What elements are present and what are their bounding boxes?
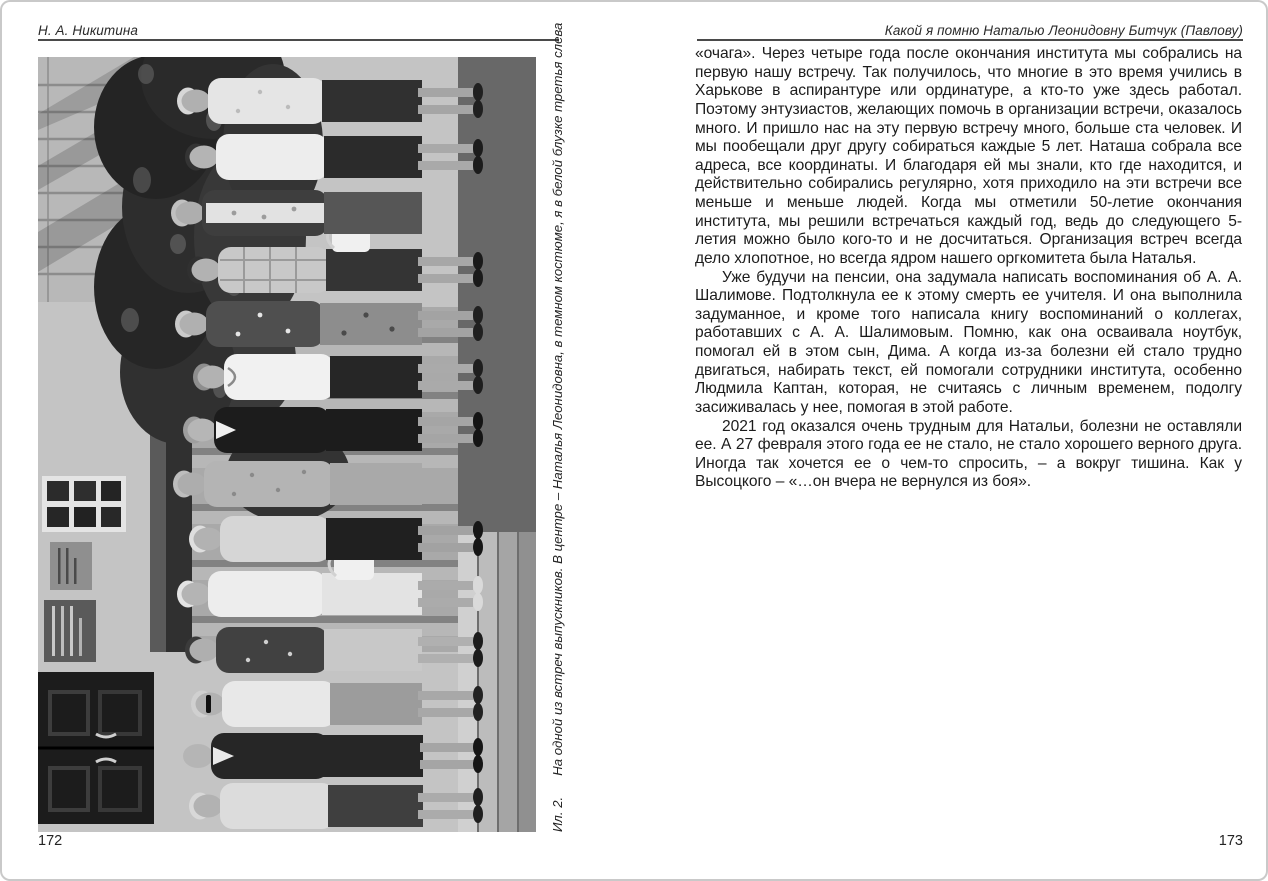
paragraph-1: «очага». Через четыре года после окончания института мы собрались на первую нашу встречу. Так получилось, что многие в это время учились в Харькове в аспирантуре или ординатуре, а кто-то уже здесь работал. Поэтому энтузиастов, желающих помочь в организации встречи, оказалось много. И пришло нас на эту первую встречу много, больше ста человек. И мы пообещали друг другу собираться каждые 5 лет. Наташа собрала все адреса, все координаты. И благодаря ей мы знали, кто где находится, и действительно собирались регулярно, хотя приходило на эти встречи все меньше и меньше людей. Когда мы отметили 50-летие окончания института, мы решили встречаться каждый год, ведь до следующего 5-летия можно было кого-то и не досчитаться. Организация встреч всегда дело хлопотное, но всегда ядром нашего оргкомитета была Наталья.: [695, 45, 1242, 267]
figure-caption-text: На одной из встреч выпускников. В центре – Наталья Леонидовна, в темном костюме, я в белой блузке третья слева: [550, 22, 565, 776]
group-photo: [38, 57, 536, 832]
running-head-rule-left: [38, 39, 559, 41]
figure-caption: [545, 22, 571, 832]
paragraph-2: Уже будучи на пенсии, она задумала написать воспоминания об А. А. Шалимове. Подтолкнула ее к этому смерть ее учителя. И она выполнила задуманное, и кроме того написала книгу воспоминаний о коллегах, работавших с А. А. Шалимовым. Помню, как она осваивала ноутбук, помогал ей в этом сын, Дима. А когда из-за болезни ей стало трудно двигаться, набирать текст, ей помогали сотрудники института, особенно Людмила Каптан, которая, не считаясь с личным временем, подолгу засиживалась у нее, помогая в этой работе.: [695, 268, 1242, 416]
figure-caption-label: Ил. 2.: [550, 796, 565, 832]
memoir-text: [695, 45, 1242, 492]
paragraph-3: 2021 год оказался очень трудным для Натальи, болезни не оставляли ее. А 27 февраля этого года ее не стало, не стало хорошего верного друга. Иногда так хочется ее о чем-то спросить, – а вокруг тишина. Как у Высоцкого – «…он вчера не вернулся из боя».: [695, 417, 1242, 491]
running-head-right: Какой я помню Наталью Леонидовну Битчук (Павлову): [884, 23, 1243, 38]
running-head-left: Н. А. Никитина: [38, 23, 138, 38]
page-number-left: 172: [38, 833, 63, 849]
page-number-right: 173: [1218, 833, 1243, 849]
running-head-rule-right: [697, 39, 1243, 41]
figure-photo: [38, 57, 536, 832]
